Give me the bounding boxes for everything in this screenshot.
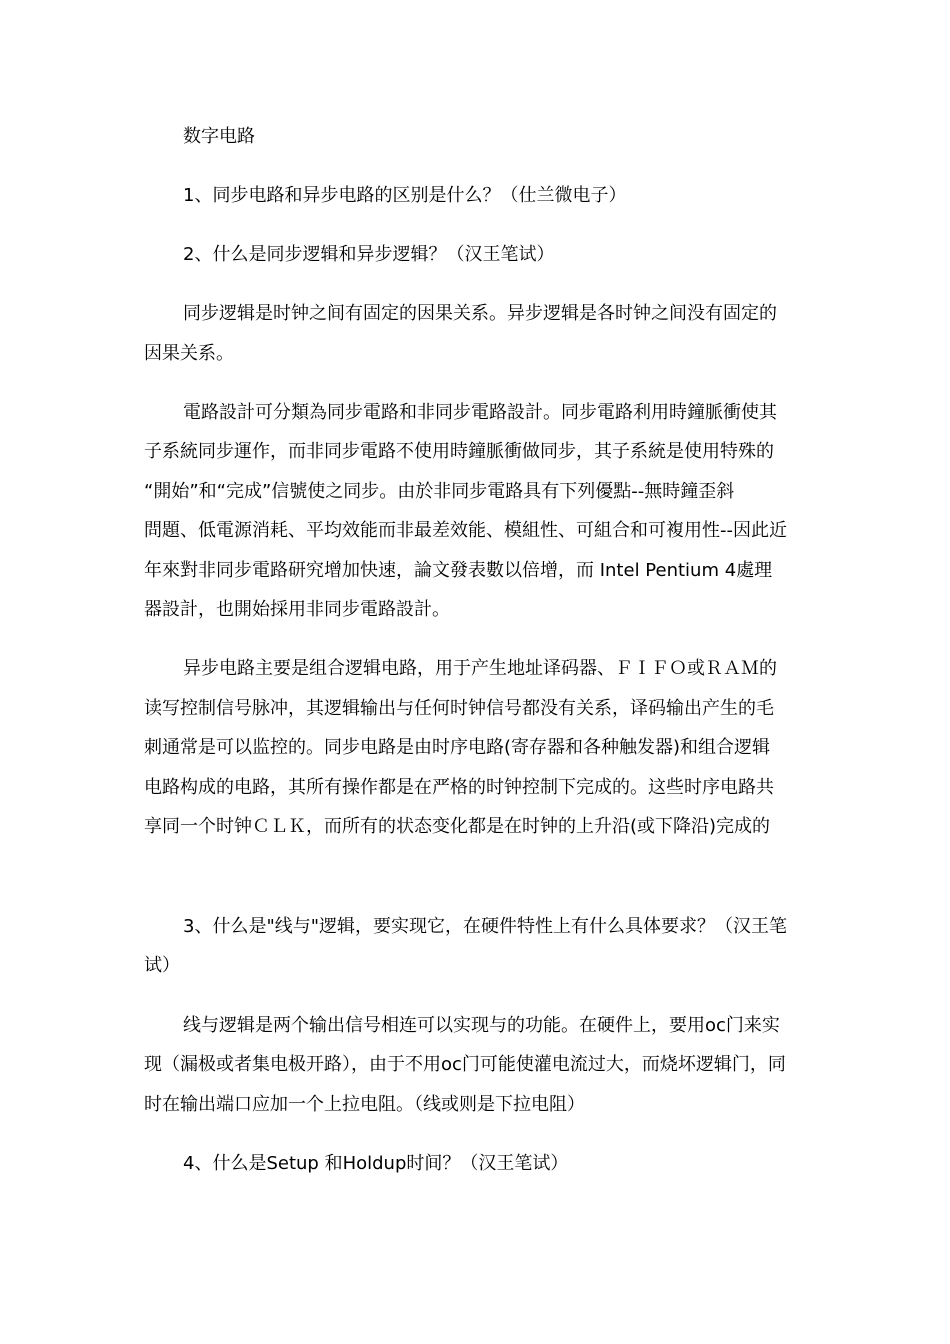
- answer-2-async-line: 刺通常是可以监控的。同步电路是由时序电路(寄存器和各种触发器)和组合逻辑: [144, 737, 771, 758]
- question-3-line: 3、什么是"线与"逻辑，要实现它，在硬件特性上有什么具体要求？（汉王笔: [183, 916, 788, 937]
- answer-2-async-line: 读写控制信号脉冲，其逻辑输出与任何时钟信号都没有关系，译码输出产生的毛: [144, 698, 774, 719]
- question-3-line: 试）: [144, 955, 180, 976]
- answer-2-line: 因果关系。: [144, 343, 234, 364]
- question-4: 4、什么是Setup 和Holdup时间？（汉王笔试）: [183, 1153, 569, 1174]
- answer-3-line: 现（漏极或者集电极开路），由于不用oc门可能使灌电流过大，而烧坏逻辑门，同: [144, 1054, 786, 1075]
- answer-3-line: 线与逻辑是两个输出信号相连可以实现与的功能。在硬件上，要用oc门来实: [183, 1015, 780, 1036]
- answer-2-trad-line: 問題、低電源消耗、平均效能而非最差效能、模組性、可組合和可複用性--因此近: [144, 520, 787, 541]
- answer-2-async-line: 异步电路主要是组合逻辑电路，用于产生地址译码器、ＦＩＦＯ或ＲＡＭ的: [183, 658, 777, 679]
- answer-2-trad-line: “開始”和“完成”信號使之同步。由於非同步電路具有下列優點--無時鐘歪斜: [144, 481, 735, 502]
- answer-2-line: 同步逻辑是时钟之间有固定的因果关系。异步逻辑是各时钟之间没有固定的: [183, 303, 777, 324]
- answer-2-async-line: 享同一个时钟ＣＬＫ，而所有的状态变化都是在时钟的上升沿(或下降沿)完成的: [144, 816, 771, 837]
- answer-2-trad-line: 子系統同步運作，而非同步電路不使用時鐘脈衝做同步，其子系統是使用特殊的: [144, 441, 774, 462]
- question-1: 1、同步电路和异步电路的区别是什么？（仕兰微电子）: [183, 185, 627, 206]
- answer-2-trad-line: 器設計，也開始採用非同步電路設計。: [144, 599, 450, 620]
- answer-2-async-line: 电路构成的电路，其所有操作都是在严格的时钟控制下完成的。这些时序电路共: [144, 777, 774, 798]
- answer-2-trad-line: 年來對非同步電路研究增加快速，論文發表數以倍增，而 Intel Pentium 4處理: [144, 560, 773, 581]
- answer-3-line: 时在输出端口应加一个上拉电阻。（线或则是下拉电阻）: [144, 1094, 585, 1115]
- question-2: 2、什么是同步逻辑和异步逻辑？（汉王笔试）: [183, 244, 555, 265]
- document-title: 数字电路: [183, 126, 255, 147]
- answer-2-trad-line: 電路設計可分類為同步電路和非同步電路設計。同步電路利用時鐘脈衝使其: [183, 402, 777, 423]
